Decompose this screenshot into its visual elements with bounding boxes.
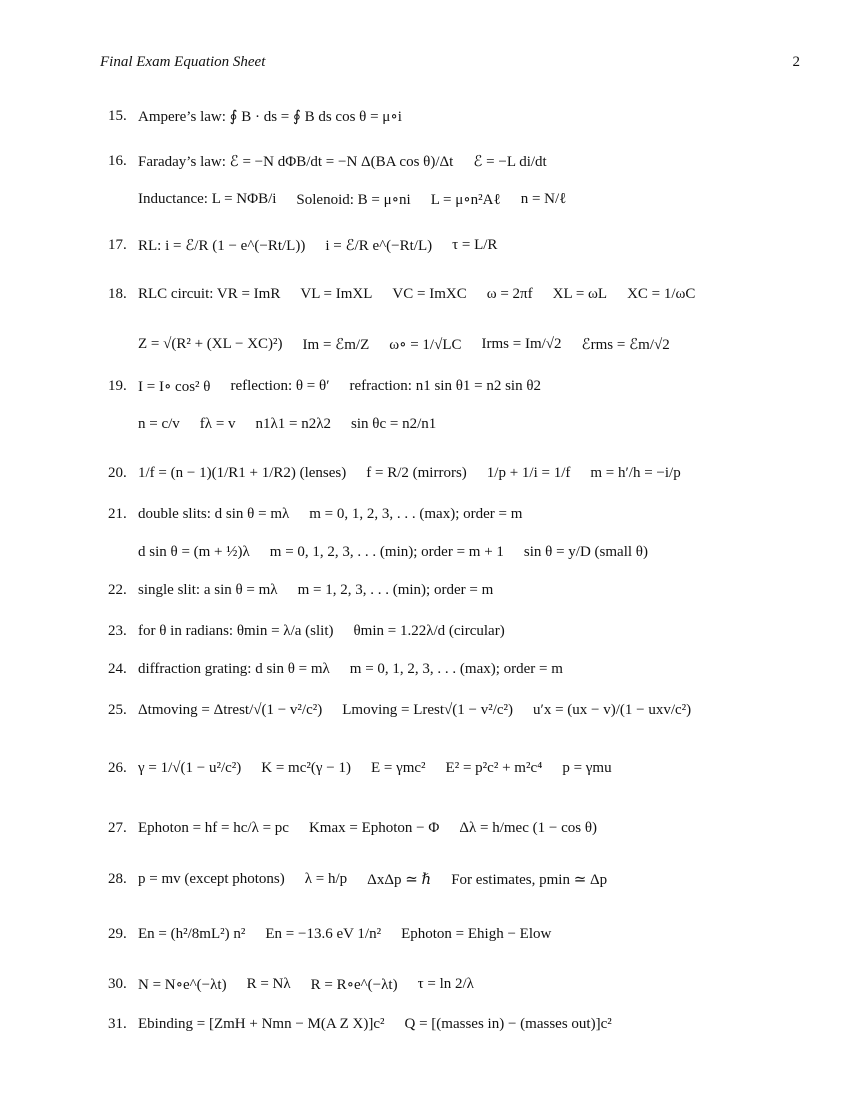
equation-row-31 <box>108 1008 612 1040</box>
equation-row-16b <box>138 183 566 215</box>
equation-row-20 <box>108 457 681 489</box>
equation-radioactive-decay: N = N∘e^(−λt) <box>138 976 227 993</box>
equation-relativistic-momentum: p = γmu <box>562 759 612 776</box>
equation-activity: R = Nλ <box>246 975 291 992</box>
equation-energy-momentum: E² = p²c² + m²c⁴ <box>445 759 543 776</box>
equation-number: 23. <box>108 622 127 639</box>
equation-rlc-vr: RLC circuit: VR = ImR <box>138 285 281 302</box>
equation-rlc-vl: VL = ImXL <box>300 285 373 302</box>
equation-double-slit-min: d sin θ = (m + ½)λ <box>138 543 250 560</box>
equation-index-of-refraction: n = c/v <box>138 415 180 432</box>
equation-rl-charging: RL: i = ℰ/R (1 − e^(−Rt/L)) <box>138 237 306 254</box>
equation-ampere: Ampere’s law: ∮ B · ds = ∮ B ds cos θ = μ∘i <box>138 108 402 125</box>
equation-momentum-estimate: For estimates, pmin ≃ Δp <box>451 871 608 888</box>
equation-number: 16. <box>108 152 127 169</box>
equation-single-slit: single slit: a sin θ = mλ <box>138 581 278 598</box>
equation-solenoid: Solenoid: B = μ∘ni <box>296 191 411 208</box>
equation-row-17 <box>108 229 497 261</box>
equation-velocity-addition: u′x = (ux − v)/(1 − uxv/c²) <box>533 701 692 718</box>
equation-row-19 <box>108 370 541 402</box>
equation-row-29 <box>108 918 551 950</box>
equation-row-18 <box>108 278 695 310</box>
equation-number: 17. <box>108 236 127 253</box>
equation-small-angle: sin θ = y/D (small θ) <box>523 543 648 560</box>
equation-de-broglie: λ = h/p <box>304 870 348 887</box>
equation-number: 26. <box>108 759 127 776</box>
equation-q-value: Q = [(masses in) − (masses out)]c² <box>404 1015 612 1032</box>
equation-slit-resolution: for θ in radians: θmin = λ/a (slit) <box>138 622 334 639</box>
equation-capacitive-reactance: XC = 1/ωC <box>627 285 696 302</box>
equation-critical-angle: sin θc = n2/n1 <box>351 415 437 432</box>
equation-row-15 <box>108 100 402 132</box>
equation-rl-time-constant: τ = L/R <box>452 236 498 253</box>
equation-number: 29. <box>108 925 127 942</box>
equation-double-slit-max: double slits: d sin θ = mλ <box>138 505 290 522</box>
equation-number: 18. <box>108 285 127 302</box>
equation-self-induced-emf: ℰ = −L di/dt <box>473 153 547 170</box>
equation-inductance: Inductance: L = NΦB/i <box>138 190 277 207</box>
equation-photon-transition: Ephoton = Ehigh − Elow <box>401 925 552 942</box>
equation-particle-in-box: En = (h²/8mL²) n² <box>138 925 246 942</box>
equation-turn-density: n = N/ℓ <box>520 190 567 207</box>
equation-uncertainty: ΔxΔp ≃ ℏ <box>367 871 432 888</box>
equation-lensmaker: 1/f = (n − 1)(1/R1 + 1/R2) (lenses) <box>138 464 347 481</box>
equation-resonant-frequency: ω∘ = 1/√LC <box>389 336 462 353</box>
equation-faraday: Faraday’s law: ℰ = −N dΦB/dt = −N Δ(BA cos θ)/Δt <box>138 153 454 170</box>
equation-number: 25. <box>108 701 127 718</box>
equation-photoelectric: Kmax = Ephoton − Φ <box>308 819 440 836</box>
equation-compton-shift: Δλ = h/mec (1 − cos θ) <box>459 819 598 836</box>
equation-wave-speed: fλ = v <box>199 415 236 432</box>
equation-diffraction-grating: diffraction grating: d sin θ = mλ <box>138 660 330 677</box>
equation-row-21 <box>108 498 522 530</box>
equation-row-25 <box>108 694 691 726</box>
equation-number: 20. <box>108 464 127 481</box>
equation-single-slit-order: m = 1, 2, 3, . . . (min); order = m <box>297 581 494 598</box>
equation-number: 21. <box>108 505 127 522</box>
equation-reflection: reflection: θ = θ′ <box>230 377 330 394</box>
equation-row-19b <box>138 408 436 440</box>
equation-irms: Irms = Im/√2 <box>481 335 562 352</box>
equation-row-24 <box>108 653 563 685</box>
equation-row-21b <box>138 536 648 568</box>
equation-solenoid-inductance: L = μ∘n²Aℓ <box>430 191 501 208</box>
equation-lorentz-factor: γ = 1/√(1 − u²/c²) <box>138 759 242 776</box>
equation-number: 27. <box>108 819 127 836</box>
equation-thin-lens: 1/p + 1/i = 1/f <box>486 464 571 481</box>
equation-time-dilation: Δtmoving = Δtrest/√(1 − v²/c²) <box>138 701 323 718</box>
equation-current-amplitude: Im = ℰm/Z <box>302 336 370 353</box>
equation-circular-resolution: θmin = 1.22λ/d (circular) <box>353 622 505 639</box>
page-header-title: Final Exam Equation Sheet <box>100 54 266 70</box>
equation-length-contraction: Lmoving = Lrest√(1 − v²/c²) <box>342 701 514 718</box>
equation-row-23 <box>108 615 505 647</box>
equation-row-27 <box>108 812 597 844</box>
equation-double-slit-max-order: m = 0, 1, 2, 3, . . . (max); order = m <box>309 505 523 522</box>
equation-rlc-vc: VC = ImXC <box>392 285 467 302</box>
equation-number: 28. <box>108 870 127 887</box>
equation-row-16 <box>108 145 547 177</box>
equation-number: 24. <box>108 660 127 677</box>
equation-magnification: m = h′/h = −i/p <box>590 464 681 481</box>
equation-row-22 <box>108 574 493 606</box>
equation-angular-frequency: ω = 2πf <box>486 285 533 302</box>
equation-inductive-reactance: XL = ωL <box>552 285 608 302</box>
equation-hydrogen-levels: En = −13.6 eV 1/n² <box>265 925 382 942</box>
equation-row-18b <box>138 328 670 360</box>
equation-total-energy: E = γmc² <box>370 759 426 776</box>
equation-kinetic-energy: K = mc²(γ − 1) <box>261 759 351 776</box>
equation-emf-rms: ℰrms = ℰm/√2 <box>581 336 670 353</box>
equation-double-slit-min-order: m = 0, 1, 2, 3, . . . (min); order = m + 1 <box>269 543 504 560</box>
equation-mirror-focal: f = R/2 (mirrors) <box>366 464 467 481</box>
equation-number: 31. <box>108 1015 127 1032</box>
equation-photon-energy: Ephoton = hf = hc/λ = pc <box>138 819 289 836</box>
equation-malus-law: I = I∘ cos² θ <box>138 378 211 395</box>
equation-row-30 <box>108 968 474 1000</box>
equation-binding-energy: Ebinding = [ZmH + Nmn − M(A Z X)]c² <box>138 1015 385 1032</box>
equation-activity-decay: R = R∘e^(−λt) <box>310 976 398 993</box>
equation-half-life: τ = ln 2/λ <box>417 975 474 992</box>
equation-number: 19. <box>108 377 127 394</box>
equation-wavelength-index: n1λ1 = n2λ2 <box>255 415 332 432</box>
equation-grating-order: m = 0, 1, 2, 3, . . . (max); order = m <box>349 660 563 677</box>
equation-number: 15. <box>108 107 127 124</box>
equation-row-26 <box>108 752 612 784</box>
equation-rl-decay: i = ℰ/R e^(−Rt/L) <box>325 237 433 254</box>
equation-row-28 <box>108 863 607 895</box>
equation-number: 22. <box>108 581 127 598</box>
page-number: 2 <box>792 54 800 70</box>
equation-refraction: refraction: n1 sin θ1 = n2 sin θ2 <box>349 377 542 394</box>
equation-number: 30. <box>108 975 127 992</box>
equation-impedance: Z = √(R² + (XL − XC)²) <box>138 335 283 352</box>
equation-momentum: p = mv (except photons) <box>138 870 285 887</box>
